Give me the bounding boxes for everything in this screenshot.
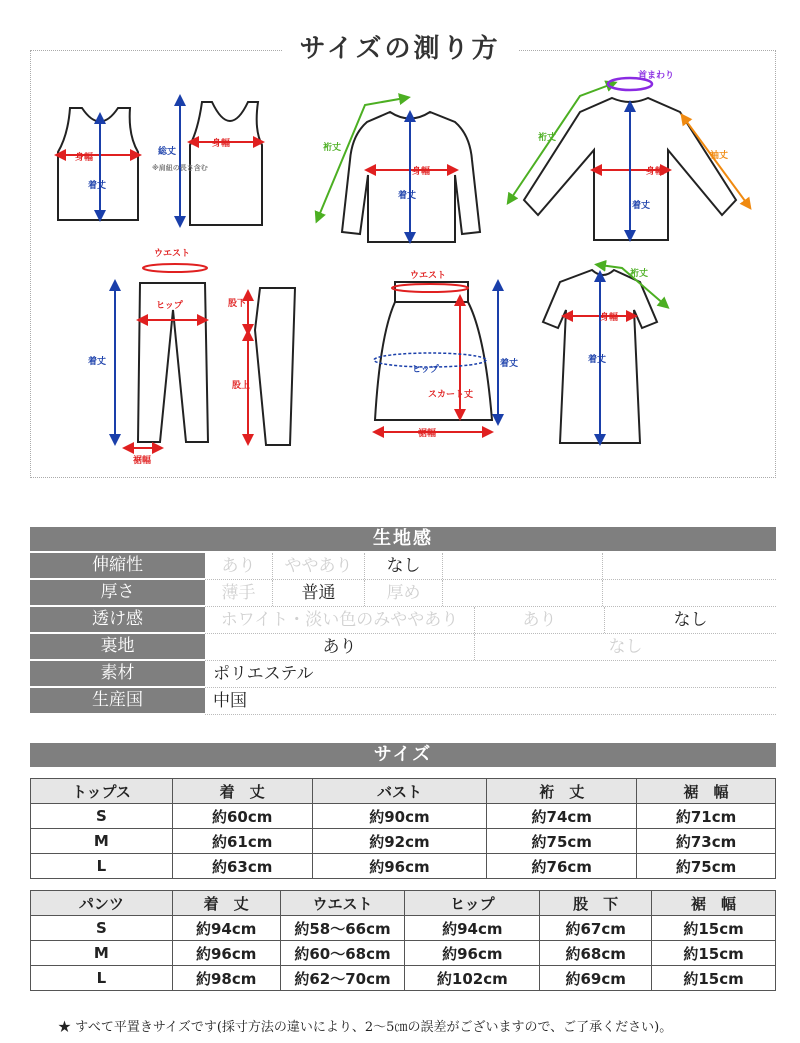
table-cell: 約75cm	[637, 854, 776, 879]
fabric-option: あり	[205, 553, 273, 579]
table-header-row	[31, 891, 776, 916]
table-cell: M	[31, 829, 173, 854]
fabric-value: ポリエステル	[213, 664, 314, 684]
table-cell: 約15cm	[652, 941, 776, 966]
table-cell: 約60～68cm	[280, 941, 405, 966]
label-sodetake: 袖丈	[710, 151, 729, 161]
fabric-row-stretch	[30, 553, 776, 580]
table-row	[31, 854, 776, 879]
table-cell: 約90cm	[312, 804, 487, 829]
garment-diagrams	[0, 0, 800, 480]
table-header: 着 丈	[172, 891, 280, 916]
label-kitake-3: 着丈	[632, 201, 651, 211]
label-skirt-length: スカート丈	[428, 390, 474, 400]
label-susohaba-1: 裾幅	[133, 456, 152, 466]
fabric-key: 厚さ	[30, 580, 205, 607]
fabric-option: あり	[475, 607, 605, 633]
fabric-key: 素材	[30, 661, 205, 688]
table-header: ヒップ	[405, 891, 540, 916]
table-cell: 約15cm	[652, 966, 776, 991]
fabric-row-material	[30, 661, 776, 688]
table-cell: L	[31, 966, 173, 991]
label-mihaba-4: 身幅	[646, 167, 665, 177]
table-cell: 約75cm	[487, 829, 637, 854]
table-cell: L	[31, 854, 173, 879]
fabric-option-empty	[603, 580, 776, 606]
fabric-option-empty	[443, 553, 603, 579]
label-kitake-2: 着丈	[398, 191, 417, 201]
table-cell: 約69cm	[540, 966, 652, 991]
fabric-key: 裏地	[30, 634, 205, 661]
table-cell: 約67cm	[540, 916, 652, 941]
label-matagami: 股上	[232, 381, 251, 391]
table-cell: 約102cm	[405, 966, 540, 991]
label-yukitake-3: 裄丈	[630, 269, 649, 279]
fabric-option-selected: あり	[205, 634, 475, 660]
fabric-row-lining	[30, 634, 776, 661]
fabric-value: 中国	[213, 691, 247, 711]
table-cell: 約92cm	[312, 829, 487, 854]
fabric-option: ややあり	[273, 553, 365, 579]
table-cell: 約96cm	[405, 941, 540, 966]
table-header: 裾 幅	[637, 779, 776, 804]
label-kitake-4: 着丈	[88, 357, 107, 367]
label-waist-2: ウエスト	[410, 271, 447, 281]
pants-side	[255, 288, 295, 445]
size-section-heading: サイズ	[30, 743, 776, 767]
label-yukitake-1: 裄丈	[323, 143, 342, 153]
table-cell: 約60cm	[172, 804, 312, 829]
fabric-option-empty	[603, 553, 776, 579]
table-cell: 約68cm	[540, 941, 652, 966]
label-kitake-5: 着丈	[500, 359, 519, 369]
fabric-option: 薄手	[205, 580, 273, 606]
label-kitake-6: 着丈	[588, 355, 607, 365]
footnote: ★ すべて平置きサイズです(採寸方法の違いにより、2～5㎝の誤差がございますので、ご了承ください)。	[58, 1020, 673, 1035]
table-header: 裄 丈	[487, 779, 637, 804]
label-strap-note: ※肩紐の長さ含む	[152, 164, 208, 172]
table-header: トップス	[31, 779, 173, 804]
table-cell: 約58～66cm	[280, 916, 405, 941]
fabric-row-origin	[30, 688, 776, 715]
fabric-option-selected: 普通	[273, 580, 365, 606]
table-cell: 約76cm	[487, 854, 637, 879]
fabric-option: ホワイト・淡い色のみややあり	[205, 607, 475, 633]
table-header: ウエスト	[280, 891, 405, 916]
table-cell: 約96cm	[312, 854, 487, 879]
table-cell: 約63cm	[172, 854, 312, 879]
label-soutake: 総丈	[158, 147, 177, 157]
table-row	[31, 941, 776, 966]
fabric-option-selected: なし	[673, 610, 708, 630]
table-cell: 約96cm	[172, 941, 280, 966]
table-cell: 約15cm	[652, 916, 776, 941]
table-cell: M	[31, 941, 173, 966]
label-waist-1: ウエスト	[154, 249, 191, 259]
label-yukitake-2: 裄丈	[538, 133, 557, 143]
label-susohaba-2: 裾幅	[418, 429, 437, 439]
table-cell: 約71cm	[637, 804, 776, 829]
table-header: 股 下	[540, 891, 652, 916]
fabric-row-thickness	[30, 580, 776, 607]
table-cell: 約94cm	[405, 916, 540, 941]
label-kubimawari: 首まわり	[638, 71, 675, 81]
table-cell: 約94cm	[172, 916, 280, 941]
table-row	[31, 916, 776, 941]
fabric-table	[30, 553, 776, 715]
table-cell: 約74cm	[487, 804, 637, 829]
label-hip-2: ヒップ	[412, 365, 439, 375]
page-title: サイズの測り方	[0, 28, 800, 65]
table-cell: S	[31, 804, 173, 829]
tops-size-table	[30, 778, 776, 879]
table-header: 裾 幅	[652, 891, 776, 916]
fabric-option-selected: なし	[365, 553, 443, 579]
fabric-option: なし	[608, 637, 643, 657]
fabric-option-empty	[443, 580, 603, 606]
fabric-section-heading: 生地感	[30, 527, 776, 551]
table-header: パンツ	[31, 891, 173, 916]
table-cell: 約61cm	[172, 829, 312, 854]
fabric-option: 厚め	[365, 580, 443, 606]
table-cell: 約62～70cm	[280, 966, 405, 991]
fabric-key: 伸縮性	[30, 553, 205, 580]
label-matashita: 股下	[228, 299, 247, 309]
label-mihaba-1: 身幅	[75, 153, 94, 163]
label-kitake-1: 着丈	[88, 181, 107, 191]
table-row	[31, 829, 776, 854]
table-header-row	[31, 779, 776, 804]
table-header: バスト	[312, 779, 487, 804]
pants-size-table	[30, 890, 776, 991]
label-mihaba-3: 身幅	[412, 167, 431, 177]
fabric-key: 透け感	[30, 607, 205, 634]
table-cell: 約73cm	[637, 829, 776, 854]
label-mihaba-2: 身幅	[212, 139, 231, 149]
label-hip-1: ヒップ	[156, 301, 183, 311]
label-mihaba-5: 身幅	[600, 313, 619, 323]
table-cell: S	[31, 916, 173, 941]
table-header: 着 丈	[172, 779, 312, 804]
fabric-row-sheerness	[30, 607, 776, 634]
table-row	[31, 804, 776, 829]
fabric-key: 生産国	[30, 688, 205, 715]
tank-top-1	[58, 108, 138, 220]
table-row	[31, 966, 776, 991]
table-cell: 約98cm	[172, 966, 280, 991]
